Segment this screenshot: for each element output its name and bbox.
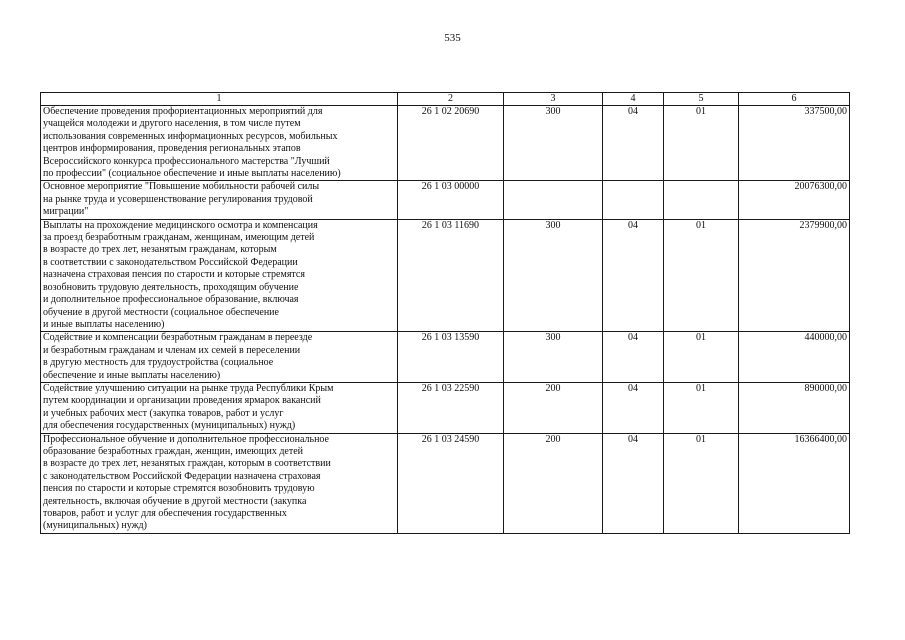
row-amount: 890000,00 xyxy=(739,382,850,433)
row-section: 04 xyxy=(603,106,664,181)
row-section xyxy=(603,181,664,219)
row-expense-type xyxy=(504,181,603,219)
row-subsection xyxy=(664,181,739,219)
row-subsection: 01 xyxy=(664,433,739,533)
row-subsection: 01 xyxy=(664,382,739,433)
row-expense-type: 200 xyxy=(504,433,603,533)
row-section: 04 xyxy=(603,382,664,433)
row-expense-type: 300 xyxy=(504,219,603,332)
header-col-5: 5 xyxy=(664,93,739,106)
table-row xyxy=(41,332,850,383)
row-amount: 337500,00 xyxy=(739,106,850,181)
budget-table xyxy=(40,92,850,534)
row-name: Обеспечение проведения профориентационных мероприятий для учащейся молодежи и другого населения, в том числе путем использования современных информационных ресурсов, мобильных центров информирования, проведения региональных этапов Всероссийского конкурса профессионального мастерства "Лучший по профессии" (социальное обеспечение и иные выплаты населению) xyxy=(41,106,398,181)
header-col-3: 3 xyxy=(504,93,603,106)
row-expense-type: 200 xyxy=(504,382,603,433)
row-amount: 440000,00 xyxy=(739,332,850,383)
row-subsection: 01 xyxy=(664,219,739,332)
header-col-1: 1 xyxy=(41,93,398,106)
table-row xyxy=(41,433,850,533)
row-amount: 16366400,00 xyxy=(739,433,850,533)
row-section: 04 xyxy=(603,433,664,533)
row-expense-type: 300 xyxy=(504,332,603,383)
row-name: Профессиональное обучение и дополнительное профессиональное образование безработных граждан, женщин, имеющих детей в возрасте до трех лет, незанятых граждан, которым в соответствии с законодательством Российской Федерации назначена страховая пенсия по старости и которые стремятся возобновить трудовую деятельность, включая обучение в другой местности (закупка товаров, работ и услуг для обеспечения государственных (муниципальных) нужд) xyxy=(41,433,398,533)
row-amount: 2379900,00 xyxy=(739,219,850,332)
row-name: Содействие улучшению ситуации на рынке труда Республики Крым путем координации и организации проведения ярмарок вакансий и учебных рабочих мест (закупка товаров, работ и услуг для обеспечения государственных (муниципальных) нужд) xyxy=(41,382,398,433)
row-subsection: 01 xyxy=(664,106,739,181)
header-col-6: 6 xyxy=(739,93,850,106)
page-number: 535 xyxy=(444,32,461,44)
row-target-code: 26 1 03 24590 xyxy=(398,433,504,533)
row-section: 04 xyxy=(603,219,664,332)
row-section: 04 xyxy=(603,332,664,383)
row-target-code: 26 1 03 00000 xyxy=(398,181,504,219)
row-amount: 20076300,00 xyxy=(739,181,850,219)
row-subsection: 01 xyxy=(664,332,739,383)
row-target-code: 26 1 03 22590 xyxy=(398,382,504,433)
table-header-row xyxy=(41,93,850,106)
row-target-code: 26 1 03 13590 xyxy=(398,332,504,383)
row-expense-type: 300 xyxy=(504,106,603,181)
row-target-code: 26 1 03 11690 xyxy=(398,219,504,332)
header-col-2: 2 xyxy=(398,93,504,106)
table-row xyxy=(41,181,850,219)
table-row xyxy=(41,219,850,332)
row-name: Выплаты на прохождение медицинского осмотра и компенсация за проезд безработным гражданам, женщинам, имеющим детей в возрасте до трех лет, незанятым гражданам, которым в соответствии с законодательством Российской Федерации назначена страховая пенсия по старости и которые стремятся возобновить трудовую деятельность, проходящим обучение и дополнительное профессиональное образование, включая обучение в другой местности (социальное обеспечение и иные выплаты населению) xyxy=(41,219,398,332)
table-row xyxy=(41,382,850,433)
table-row xyxy=(41,106,850,181)
row-target-code: 26 1 02 20690 xyxy=(398,106,504,181)
row-name: Содействие и компенсации безработным гражданам в переезде и безработным гражданам и членам их семей в переселении в другую местность для трудоустройства (социальное обеспечение и иные выплаты населению) xyxy=(41,332,398,383)
row-name: Основное мероприятие "Повышение мобильности рабочей силы на рынке труда и усовершенствование регулирования трудовой миграции" xyxy=(41,181,398,219)
header-col-4: 4 xyxy=(603,93,664,106)
